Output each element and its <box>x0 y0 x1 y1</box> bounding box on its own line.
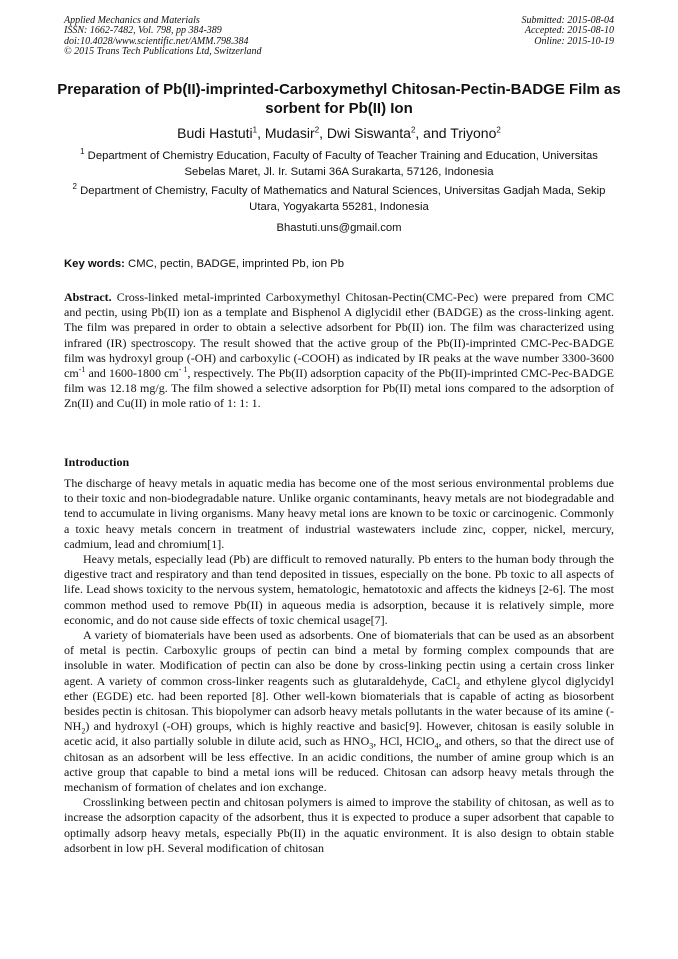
author-list <box>40 125 638 141</box>
introduction-body <box>64 476 614 856</box>
doi: doi:10.4028/www.scientific.net/AMM.798.384 <box>64 35 249 47</box>
affiliation-number: 1 <box>80 147 85 157</box>
dates-header <box>522 16 615 47</box>
keywords-label: Key words: <box>64 258 125 270</box>
author-affiliation-mark: 2 <box>314 125 320 135</box>
copyright: © 2015 Trans Tech Publications Ltd, Switzerland <box>64 45 262 57</box>
affiliation-text: Department of Chemistry Education, Faculty of Faculty of Teacher Training and Education, Universitas Sebelas Maret, Jl. Ir. Sutami 36A Surakarta, 57126, Indonesia <box>87 150 598 178</box>
abstract-label: Abstract. <box>64 290 112 304</box>
author-name: Triyono <box>450 125 497 141</box>
section-heading: Introduction <box>64 455 130 469</box>
author-name: Dwi Siswanta <box>326 125 411 141</box>
keywords-text: CMC, pectin, BADGE, imprinted Pb, ion Pb <box>124 258 345 270</box>
submitted-date: Submitted: 2015-08-04 <box>521 15 614 26</box>
journal-header <box>64 16 262 57</box>
author-affiliation-mark: 2 <box>410 125 416 135</box>
accepted-date: Accepted: 2015-08-10 <box>524 25 614 37</box>
author-affiliation-mark: 2 <box>496 125 501 135</box>
paragraph: Heavy metals, especially lead (Pb) are difficult to removed naturally. Pb enters to the human body through the digestive tract and respiratory and than tend deposited in tissues, especially on the bone. Pb toxic to all aspects of life. Lead shows toxicity to the nervous system, hematologic, hematotoxic and affects the kidneys [2-6]. The most common method used to remove Pb(II) in aqueous media is adsorption, because it is relatively simple, more economic, and do not cause side effects of toxic chemical usage[7]. <box>64 552 614 627</box>
author-affiliation-mark: 1 <box>252 125 258 135</box>
author-separator: , and <box>415 125 451 141</box>
subscript: 2 <box>456 681 461 691</box>
keywords <box>64 257 614 271</box>
affiliation-text: Department of Chemistry, Faculty of Mathematics and Natural Sciences, Universitas Gadjah Mada, Sekip Utara, Yogyakarta 55281, Indonesia <box>80 185 606 213</box>
author-separator: , <box>319 125 327 141</box>
abstract-text: , respectively. The Pb(II) adsorption capacity of the Pb(II)-imprinted CMC-Pec-BADGE film was 12.18 mg/g. The film showed a selective adsorption for Pb(II) metal ions compared to the adsorption of Zn(II) and Cu(II) in mole ratio of 1: 1: 1. <box>64 366 614 411</box>
subscript: 4 <box>434 741 439 751</box>
issn: ISSN: 1662-7482, Vol. 798, pp 384-389 <box>64 25 222 37</box>
paragraph: The discharge of heavy metals in aquatic media has become one of the most serious environmental problems due to their toxic and non-biodegradable nature. Unlike organic contaminants, heavy metals are not biodegradable and tend to accumulate in living organisms. Many heavy metal ions are known to be toxic or carcinogenic. Commonly a toxic heavy metals concern in treatment of industrial wastewaters include zinc, copper, nickel, mercury, cadmium, lead and chromium[1]. <box>64 476 614 551</box>
affiliation-number: 2 <box>72 182 77 192</box>
paragraph-text: A variety of biomaterials have been used as adsorbents. One of biomaterials that can be used as an absorbent of metal is pectin. Carboxylic groups of pectin can bind a metal by forming complex compounds that are insoluble in water. Modification of pectin can also be done by cross-linking pectin using a certain cross linker agent. A variety of common cross-linker reagents such as glutaraldehyde, CaCl <box>64 628 614 688</box>
paper-title: Preparation of Pb(II)-imprinted-Carboxymethyl Chitosan-Pectin-BADGE Film as sorbent for Pb(II) Ion <box>57 81 621 117</box>
journal-name: Applied Mechanics and Materials <box>64 15 200 26</box>
paragraph-text: and ethylene glycol diglycidyl ether (EGDE) etc. had been reported [8]. Other well-kown biomaterials that is capable of acting as biosorbent besides pectin is chitosan. This biopolymer can adsorb heavy metals pollutants in the water because of its amine (-NH <box>64 673 614 734</box>
abstract-superscript: - 1 <box>178 365 188 375</box>
paragraph-text: , HCl, HClO <box>373 734 435 749</box>
subscript: 2 <box>81 726 86 736</box>
abstract <box>64 290 614 412</box>
author-name: Budi Hastuti <box>177 125 253 141</box>
online-date: Online: 2015-10-19 <box>534 35 614 47</box>
subscript: 3 <box>369 741 374 751</box>
contact-email[interactable]: Bhastuti.uns@gmail.com <box>276 222 402 234</box>
paragraph-text: , and others, so that the direct use of chitosan as an adsorbent will be less effective. In an acidic conditions, the number of amine group which is an active group that capable to bind a metal ions will be reduced. Chitosan can adsorp heavy metals through the mechanism of formation of chelates and ion exchange. <box>64 734 614 795</box>
affiliation-2 <box>70 184 608 215</box>
paragraph: Crosslinking between pectin and chitosan polymers is aimed to improve the stability of chitosan, as well as to increase the adsorption capacity of the adsorbent, thus it is expected to produce a super adsorbent that capable to optimally adsorp heavy metals, especially Pb(II) in the aquatic environment. It is also design to obtain stable adsorbent in low pH. Several modification of chitosan <box>64 795 614 855</box>
author-separator: , <box>257 125 265 141</box>
affiliation-1 <box>70 149 608 180</box>
abstract-text: and 1600-1800 cm <box>85 366 179 381</box>
paragraph-text: ) and hydroxyl (-OH) groups, which is highly reactive and basic[9]. However, chitosan is easily soluble in acetic acid, it also partially soluble in dilute acid, such as HNO <box>64 719 614 749</box>
abstract-superscript: -1 <box>78 365 86 375</box>
abstract-text: Cross-linked metal-imprinted Carboxymethyl Chitosan-Pectin(CMC-Pec) were prepared from CMC and pectin, using Pb(II) ion as a template and Bisphenol A diglycidil ether (BADGE) as the cross-linking agent. The film was prepared in order to obtain a selective adsorbent for Pb(II) ion. The film was characterized using infrared (IR) spectroscopy. The result showed that the active group of the Pb(II)-imprinted CMC-Pec-BADGE film was hydroxyl group (-OH) and carboxylic (-COOH) as indicated by IR peaks at the wave number 3300-3600 cm <box>64 290 614 381</box>
paragraph <box>64 628 614 795</box>
author-name: Mudasir <box>264 125 315 141</box>
